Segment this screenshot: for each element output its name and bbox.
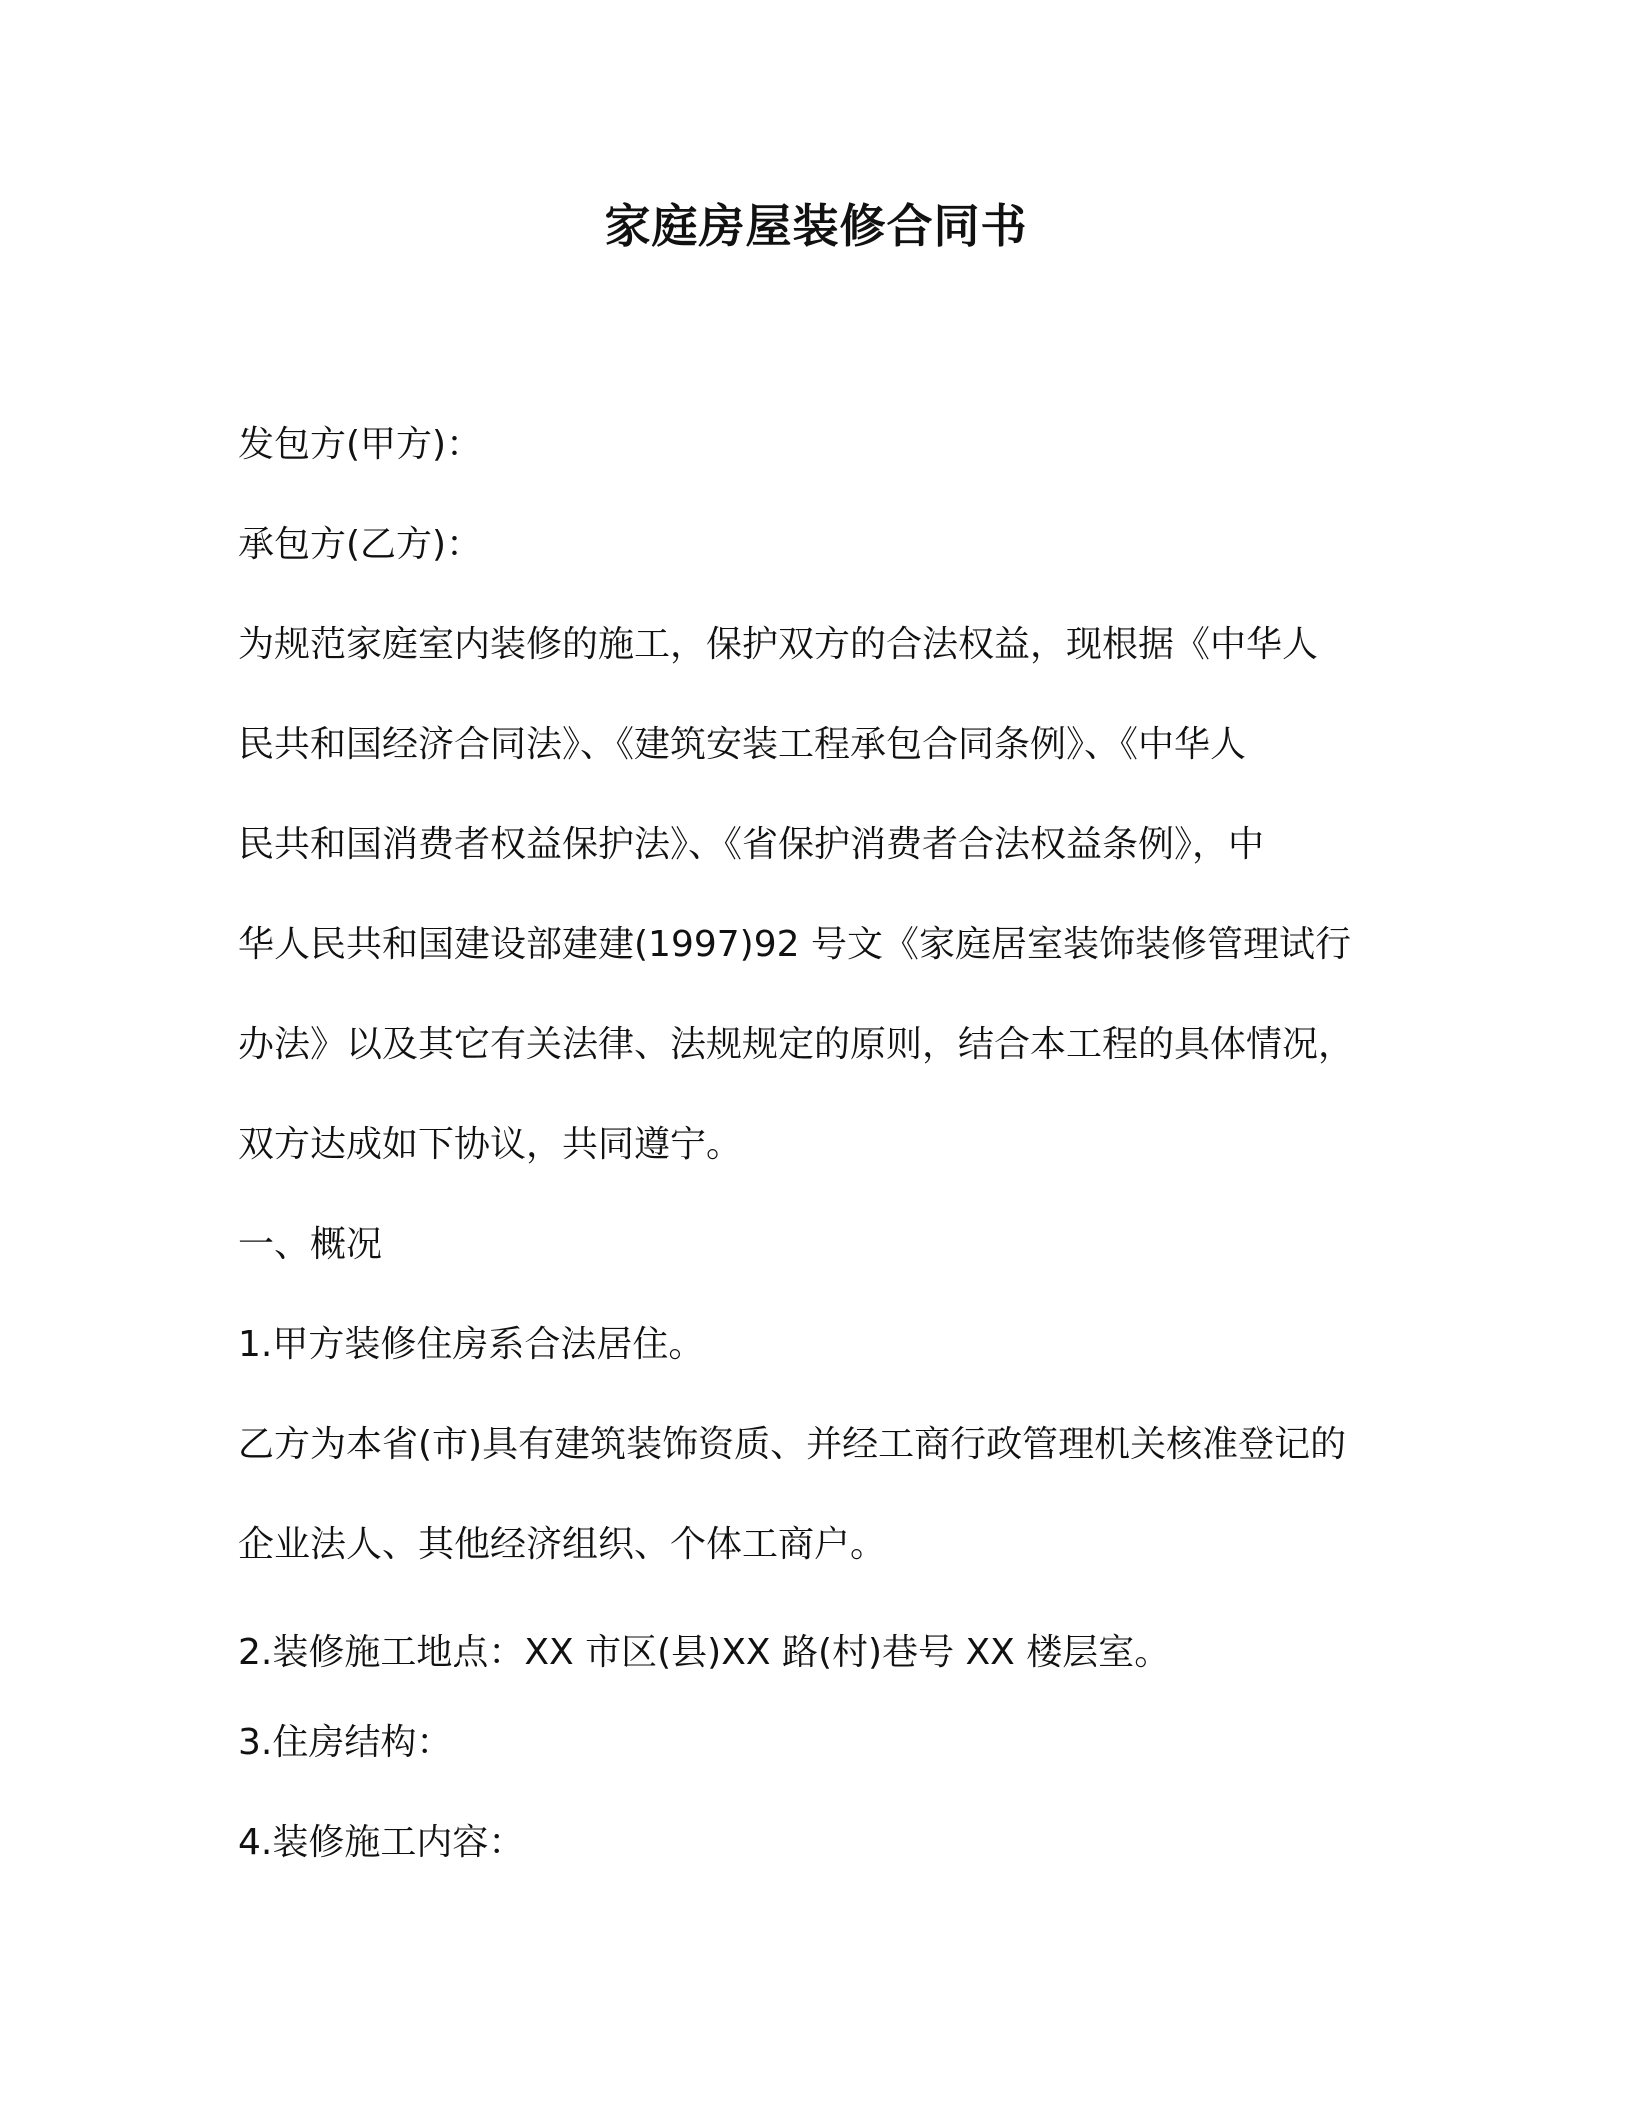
preamble-line-1: 为规范家庭室内装修的施工，保护双方的合法权益，现根据《中华人 — [238, 624, 1319, 665]
preamble-line-5: 办法》以及其它有关法律、法规规定的原则，结合本工程的具体情况， — [238, 1024, 1355, 1065]
item-1-cont-line-1: 乙方为本省(市)具有建筑装饰资质、并经工商行政管理机关核准登记的 — [238, 1424, 1347, 1465]
preamble-line-4: 华人民共和国建设部建建(1997)92 号文《家庭居室装饰装修管理试行 — [238, 924, 1351, 965]
item-1: 1.甲方装修住房系合法居住。 — [238, 1324, 705, 1365]
preamble-line-2: 民共和国经济合同法》、《建筑安装工程承包合同条例》、《中华人 — [238, 724, 1247, 765]
item-4: 4.装修施工内容： — [238, 1822, 525, 1863]
item-1-cont-line-2: 企业法人、其他经济组织、个体工商户。 — [238, 1524, 887, 1565]
preamble-line-3: 民共和国消费者权益保护法》、《省保护消费者合法权益条例》，中 — [238, 824, 1265, 865]
preamble-line-6: 双方达成如下协议，共同遵宁。 — [238, 1124, 743, 1165]
document-title: 家庭房屋装修合同书 — [604, 199, 1028, 253]
item-3: 3.住房结构： — [238, 1722, 453, 1763]
section-1-heading: 一、概况 — [238, 1224, 383, 1265]
party-a-label: 发包方(甲方)： — [238, 424, 483, 465]
item-2: 2.装修施工地点：XX 市区(县)XX 路(村)巷号 XX 楼层室。 — [238, 1632, 1171, 1673]
party-b-label: 承包方(乙方)： — [238, 524, 483, 565]
